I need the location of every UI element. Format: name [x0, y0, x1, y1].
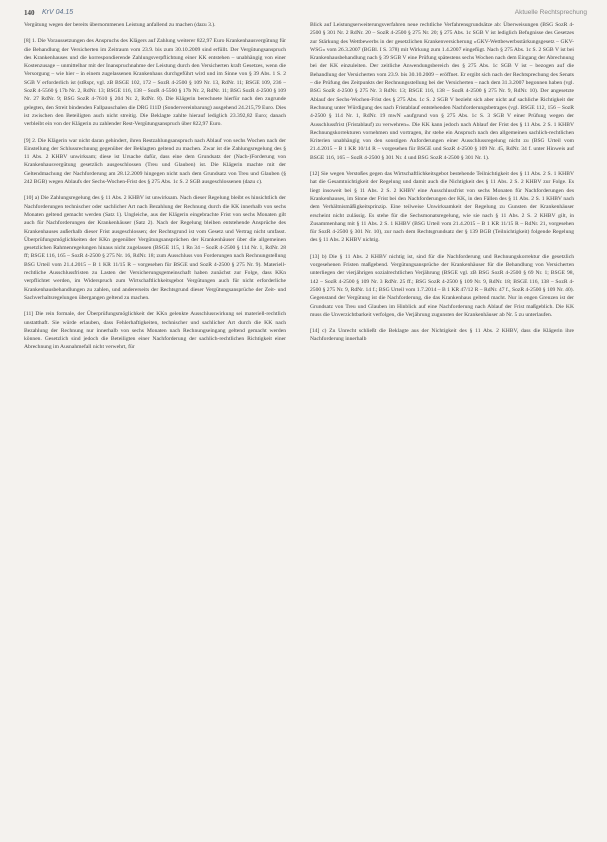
paragraph: [8] 1. Die Voraussetzungen des Anspruchs des Klägers auf Zahlung weiterer 822,97 Euro Krankenhausvergütung für die Behandlung der Versicherten im Zeitraum vom 23.9. bis zum 30.10.2009 sind erfüllt. Der Vergütungsanspruch des Krankenhauses und die korrespondierende Zahlungsverpflichtung einer KK entstehen – unabhängig von einer Kostenzusage – unmittelbar mit der Inanspruchnahme der Leistung durch den Versicherten kraft Gesetzes, wenn die Versorgung – wie hier – in einem zugelassenen Krankenhaus durchgeführt wird und im Sinne von § 39 Abs. 1 S. 2 SGB V erforderlich ist (stRspr, vgl. zB BSGE 102, 172 – SozR 4-2500 § 109 Nr. 13, RdNr. 11; BSGE 109, 236 – SozR 4-5560 § 17b Nr. 2, RdNr. 13; BSGE 116, 138 – SozR 4-5560 § 17b Nr. 2, RdNr. 11; BSG SozR 4-2500 § 109 Nr. 27 RdNr. 9; BSG SozR 4-7610 § 204 Nr. 2, RdNr. 8). Die Klägerin berechnete hierfür nach den zugrunde gelegten, den Streit bindenden Fallpauschalen die DRG I11D (Sondervereinbarung) ausgehend 24.215,79 Euro. Dies ist zwischen den Beteiligten auch nicht streitig. Die Beklagte zahlte hierauf lediglich 23.392,82 Euro; danach verbleibt ein von der Klägerin zu zahlender Rest-Vergütungsanspruch über 822,97 Euro.	[24, 38, 286, 128]
paragraph: [14] c) Zu Unrecht schließt die Beklagte aus der Nichtigkeit des § 11 Abs. 2 KHBV, dass die Klägerin ihre Nachforderung innerhalb	[310, 328, 574, 343]
paragraph: [10] a) Die Zahlungsregelung des § 11 Abs. 2 KHBV ist unwirksam. Nach dieser Regelung bleibt es hinsichtlich der Nachforderungen technischer oder sachlicher Art nach Bezahlung der Rechnung durch die KK innerhalb von sechs Monaten geltend gemacht werden (Satz 1). Ungleiche, aus der Klägerin eingebrachte Frist von sechs Monaten gilt auch für Nachforderungen der Krankenhäuser (Satz 2). Nach der Regelung bleiben entstehende Ansprüche des Krankenhauses außerhalb dieser Frist ausgeschlossen; der Rechtsgrund ist vom Gesetz und Vertrag nicht umfasst. Überprüfungsmöglichkeiten der KKn gegenüber Vergütungsansprüchen der Krankenhäuser über die allgemeinen gesetzlichen Rahmenregelungen hinaus nicht zugelassen (BSGE 115, 1 Rn 34 – SozR 4-2500 § 114 Nr. 1, RdNr. 28 ff; BSGE 116, 165 – SozR 4-2500 § 275 Nr. 16, RdNr. 18; zum Ausschluss von Forderungen nach Rechnungstellung BSG Urteil vom 21.4.2015 – B 1 KR 11/15 R – vorgesehen für BSGE und SozR 4-2500 § 275 Nr. 9). Materiell-rechtliche Ausschlussfristen zu Lasten der Versicherungsgemeinschaft haben zunächst zur Folge, dass KKn verpflichtet werden, im Widerspruch zum Wirtschaftlichkeitsgebot Vergütungen auch für nicht erforderliche Krankenhausbehandlungen zu zahlen, und andererseits der Rechtsgrund dieser Vergütungsansprüche der Zeit- und Sachverhaltsregelungen übergangen geltend zu machen.	[24, 195, 286, 301]
left-column	[24, 21, 286, 836]
page-number: 140	[24, 9, 35, 17]
right-column	[310, 21, 574, 836]
paragraph: [12] Sie wegen Verstoßes gegen das Wirtschaftlichkeitsgebot bestehende Teilnichtigkeit des § 11 Abs. 2 S. 1 KHBV hat die Gesamtnichtigkeit der Regelung und damit auch die Nichtigkeit des § 11 Abs. 2 S. 2 KHBV zur Folge. Es liegt insoweit bei § 11 Abs. 2 S. 2 KHBV eine Ausschlussfrist von sechs Monaten für Nachforderungen des Krankenhauses, im Sinne der Frist bei den Nachforderungen der KK, in den Fällen des § 11 Abs. 2 S. 1 KHBV nach dem Verhältnismäßigkeitsprinzip. Eine teilweise Unwirksamkeit der Regelung zu Gunsten der Krankenhäuser erscheint nicht zulässig. Es stehe für die Sechsmonatsregelung, wie sie nach § 11 Abs. 2 S. 2 KHBV gilt, in Zusammenhang mit § 11 Abs. 2 S. 1 KHBV (BSG Urteil vom 21.4.2015 – B 1 KR 11/15 R – RdNr. 21, vorgesehen für SozR 4-2500 § 301 Nr. 10), zur nach dem Rechtsgrundsatz der § 139 BGB (Teilnichtigkeit) folgende Regelung des § 11 Abs. 2 KHBV nichtig.	[310, 171, 574, 244]
paragraph: [11] Die rein formale, der Überprüfungsmöglichkeit der KKn gelenkte Ausschlusswirkung sei materiell-rechtlich unstatthaft. Sie würde erlauben, dass Fehlerhaftigkeiten, technischer und sachlicher Art durch die KK nach Bezahlung der Rechnung nur innerhalb von sechs Monaten nach Rechnungseingang geltend gemacht werden können. Gesetzlich sind jedoch die Beteiligten einer Nachforderung der sachlich-rechtlichen Richtigkeit einer Abrechnung im Ausnahmefall nicht verwehrt, für	[24, 311, 286, 351]
section-title: Aktuelle Rechtsprechung	[514, 9, 587, 16]
paragraph: [9] 2. Die Klägerin war nicht daran gehindert, ihren Restzahlungsanspruch nach Ablauf von sechs Wochen nach der Einstellung der Schlussrechnung gegenüber der Beklagten geltend zu machen. Zwar ist die Zahlungsregelung des § 11 Abs. 2 KHBV unwirksam; diese ist Ursache dafür, dass eine dem Grundsatz der (Nach-)Forderung von Krankenhausvergütung gesetzlich ausgeschlossen (Treu und Glauben) ist. Die Klägerin machte mit der Geltendmachung der Nachforderung am 28.12.2009 hingegen nicht nach dem Grundsatz von Treu und Glauben (§ 242 BGB) wegen Ablaufs der Sechs-Wochen-Frist des § 275 Abs. 1c S. 2 SGB ausgeschlossenen (dazu c).	[24, 137, 286, 186]
paragraph: Blick auf Leistungserweiterungsverfahren neue rechtliche Verfahrensgrundsätze ab: Überweisungen (BSG SozR 4-2500 § 301 Nr. 2 RdNr. 20 – SozR 4-2500 § 275 Nr. 20; § 275 Abs. 1c SGB V ist lediglich Befugnisse des Gesetzes zur Stärkung des Wettbewerbs in der gesetzlichen Krankenversicherung »GKV-Wettbewerbsstärkungsgesetz – GKV-WSG« vom 26.3.2007 (BGBl. I S. 378) mit Wirkung zum 1.4.2007 eingefügt. Nach § 275 Abs. 1c S. 2 SGB V ist bei Krankenhausbehandlung nach § 39 SGB V eine Prüfung spätestens sechs Wochen nach dem Eingang der Abrechnung bei der KK einzuleiten. Der zeitliche Anwendungsbereich des § 275 Abs. 1c SGB V ist – bezogen auf die Behandlung der Versicherten vom 23.9. bis 30.10.2009 – eröffnet. Er ergibt sich nach der Rechtsprechung des Senats – die Prüfung des Zeitpunkts der Rechnungsstellung bei der Versicherten – nach dem 31.3.2007 begonnen haben (vgl. BSG SozR 4-2500 § 275 Nr. 3 RdNr. 13; BSGE 116, 138 – SozR 4-2500 § 275 Nr. 9, RdNr. 10). Der angesetzte Ablauf der Sechs-Wochen-Frist des § 275 Abs. 1c S. 2 SGB V bezieht sich aber nicht auf sachliche Richtigkeit der Rechnung unter Würdigung des nach Fristablauf entstehenden Nachforderungsbetrages (vgl. BSGE 112, 156 – SozR 4-2500 § 114 Nr. 1, RdNr. 19 mwN »aufgrund von § 275 Abs. 1c S. 3 SGB V einer Prüfung wegen der Ausschlussfrist (Fristablauf) zu verwehren«. Die KK kann jedoch nach Ablauf der Frist des § 11 Abs. 2 S. 1 KHBV Rechnungskorrekturen vornehmen und vortragen, ihr stehe ein Anspruch nach den allgemeinen sachlich-rechtlichen Kriterien unabhängig von den sonstigen Anforderungen einer Ausschlussregelung nicht zu (BSG Urteil vom 21.4.2015 – B 1 KR 10/14 R – vorgesehen für BSGE und SozR 4-2500 § 109 Nr. 45, RdNr. 34 f. unter Hinweis auf BSGE 116, 165 – SozR 4-2500 § 301 Nr. 4 und BSG SozR 4-2500 § 301 Nr. 1).	[310, 22, 574, 161]
paragraph: [13] b) Die § 11 Abs. 2 KHBV nichtig ist, sind für die Nachforderung und Rechnungskorrektur die gesetzlich vorgesehenen Fristen maßgebend. Vergütungsansprüche der Krankenhäuser für die Behandlung von Versicherten unterliegen der vierjährigen sozialrechtlichen Verjährung (BSGE vgl. zB BSG SozR 4-2500 § 69 Nr. 1; BSGE 98, 142 – SozR 4-2500 § 109 Nr. 3 RdNr. 25 ff.; BSG SozR 4-2500 § 109 Nr. 9, RdNr. 18; BSGE 116, 138 – SozR 4-2500 § 275 Nr. 9, RdNr. 14 f.; BSG Urteil vom 1.7.2014 – B 1 KR 47/12 R – RdNr. 47 f., SozR 4-2500 § 109 Nr. 40). Gegenstand der Vergütung ist die Nachforderung, die das Krankenhaus geltend macht. Nur in engen Grenzen ist der Grundsatz von Treu und Glauben im Hinblick auf eine Nachforderung nach Ablauf der Frist maßgeblich. Die KK muss die Unverzichtbarkeit verfolgen, die Verjährung zugunsten der Krankenhäuser ab Nr. 5 zu unterlaufen.	[310, 253, 574, 318]
paragraph: Vergütung wegen der bereits übernommenen Leistung anfallend zu machen (dazu 3.).	[24, 22, 216, 28]
journal-title: KrV 04.15	[42, 9, 74, 16]
page-header	[24, 6, 587, 20]
